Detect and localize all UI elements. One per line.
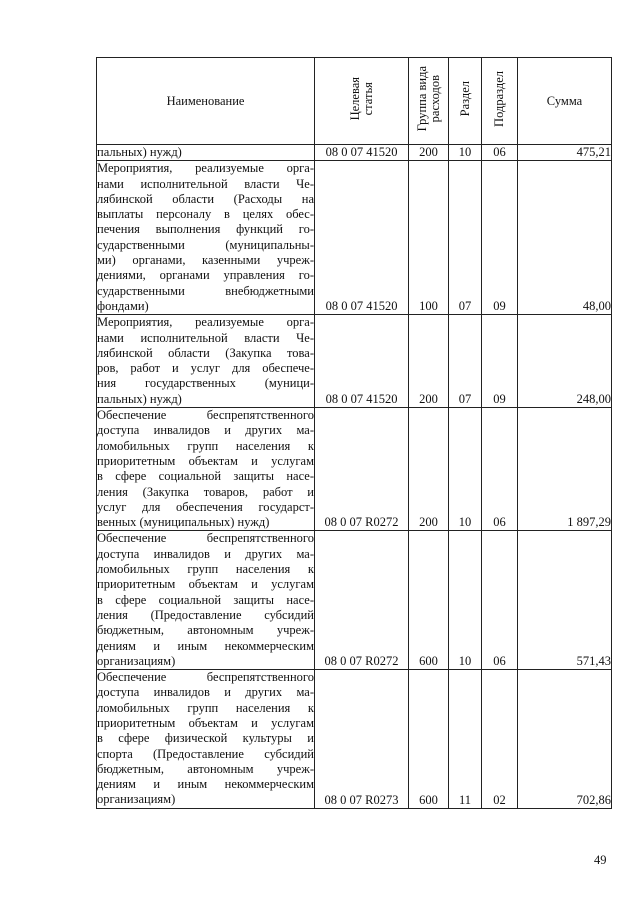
header-name: Наименование bbox=[97, 58, 315, 145]
budget-table bbox=[96, 57, 612, 809]
row-target-article: 08 0 07 R0273 bbox=[315, 670, 409, 809]
row-name-line: приоритетным объектам и услугам bbox=[97, 715, 314, 730]
row-name-line: доступа инвалидов и других ма- bbox=[97, 423, 314, 438]
row-name-line: бюджетным, автономным учреж- bbox=[97, 623, 314, 638]
row-subsection: 06 bbox=[482, 145, 518, 161]
row-sum: 702,86 bbox=[518, 670, 612, 809]
row-name-line: ления (Закупка товаров, работ и bbox=[97, 484, 314, 499]
row-name-line: дениям и иным некоммерческим bbox=[97, 638, 314, 653]
row-name-line: ломобильных групп населения к bbox=[97, 438, 314, 453]
row-section: 11 bbox=[449, 670, 482, 809]
row-name-line: нами исполнительной власти Че- bbox=[97, 330, 314, 345]
row-expense-group: 600 bbox=[409, 531, 449, 670]
row-name-line: Мероприятия, реализуемые орга- bbox=[97, 315, 314, 330]
header-subsection: Подраздел bbox=[482, 58, 518, 145]
row-name bbox=[97, 145, 315, 161]
row-name-line: венных (муниципальных) нужд) bbox=[97, 515, 270, 530]
row-name-line: ления (Предоставление субсидий bbox=[97, 607, 314, 622]
row-name-line: дениями, органами управления го- bbox=[97, 268, 314, 283]
row-name-line: в сфере физической культуры и bbox=[97, 731, 314, 746]
row-name-line: в сфере социальной защиты насе- bbox=[97, 469, 314, 484]
row-name-line: пальных) нужд) bbox=[97, 391, 182, 406]
row-name-line: фондами) bbox=[97, 298, 149, 313]
table-row bbox=[97, 531, 612, 670]
row-target-article: 08 0 07 R0272 bbox=[315, 531, 409, 670]
row-section: 10 bbox=[449, 531, 482, 670]
table-header-row bbox=[97, 58, 612, 145]
row-section: 10 bbox=[449, 145, 482, 161]
row-name-line: ломобильных групп населения к bbox=[97, 700, 314, 715]
row-name-line: дениям и иным некоммерческим bbox=[97, 777, 314, 792]
row-name-line: ния государственных (муници- bbox=[97, 376, 314, 391]
row-name-line: спорта (Предоставление субсидий bbox=[97, 746, 314, 761]
header-section: Раздел bbox=[449, 58, 482, 145]
row-name-line: ров, работ и услуг для обеспече- bbox=[97, 361, 314, 376]
row-subsection: 06 bbox=[482, 531, 518, 670]
table-row bbox=[97, 670, 612, 809]
row-sum: 571,43 bbox=[518, 531, 612, 670]
row-name-line: Обеспечение беспрепятственного bbox=[97, 670, 314, 685]
row-name-line: Обеспечение беспрепятственного bbox=[97, 408, 314, 423]
row-name bbox=[97, 161, 315, 315]
row-name-line: в сфере социальной защиты насе- bbox=[97, 592, 314, 607]
row-section: 07 bbox=[449, 161, 482, 315]
row-name-line: печения выполнения функций го- bbox=[97, 222, 314, 237]
table-row bbox=[97, 315, 612, 408]
row-name-line: доступа инвалидов и других ма- bbox=[97, 546, 314, 561]
row-expense-group: 200 bbox=[409, 408, 449, 531]
table-row bbox=[97, 161, 612, 315]
row-expense-group: 200 bbox=[409, 315, 449, 408]
row-sum: 248,00 bbox=[518, 315, 612, 408]
row-name-line: выплаты персоналу в целях обес- bbox=[97, 207, 314, 222]
row-subsection: 09 bbox=[482, 315, 518, 408]
row-subsection: 09 bbox=[482, 161, 518, 315]
row-target-article: 08 0 07 R0272 bbox=[315, 408, 409, 531]
row-expense-group: 600 bbox=[409, 670, 449, 809]
page-number: 49 bbox=[594, 853, 607, 867]
row-name bbox=[97, 670, 315, 809]
row-name-line: услуг для обеспечения государст- bbox=[97, 499, 314, 514]
row-name-line: ми) органами, казенными учреж- bbox=[97, 253, 314, 268]
row-section: 07 bbox=[449, 315, 482, 408]
row-name-line: приоритетным объектам и услугам bbox=[97, 453, 314, 468]
row-expense-group: 100 bbox=[409, 161, 449, 315]
row-target-article: 08 0 07 41520 bbox=[315, 145, 409, 161]
row-subsection: 02 bbox=[482, 670, 518, 809]
row-name-line: лябинской области (Расходы на bbox=[97, 191, 314, 206]
row-target-article: 08 0 07 41520 bbox=[315, 161, 409, 315]
row-subsection: 06 bbox=[482, 408, 518, 531]
row-name-line: сударственными (муниципальны- bbox=[97, 237, 314, 252]
table-row bbox=[97, 408, 612, 531]
row-name bbox=[97, 315, 315, 408]
row-sum: 48,00 bbox=[518, 161, 612, 315]
row-name-line: лябинской области (Закупка това- bbox=[97, 345, 314, 360]
row-name-line: нами исполнительной власти Че- bbox=[97, 176, 314, 191]
row-section: 10 bbox=[449, 408, 482, 531]
row-name bbox=[97, 408, 315, 531]
row-sum: 1 897,29 bbox=[518, 408, 612, 531]
row-name-line: организациям) bbox=[97, 653, 176, 668]
row-name-line: Мероприятия, реализуемые орга- bbox=[97, 161, 314, 176]
row-name-line: Обеспечение беспрепятственного bbox=[97, 531, 314, 546]
row-name-line: бюджетным, автономным учреж- bbox=[97, 761, 314, 776]
row-name-line: сударственными внебюджетными bbox=[97, 283, 314, 298]
row-sum: 475,21 bbox=[518, 145, 612, 161]
table-row bbox=[97, 145, 612, 161]
row-name-line: пальных) нужд) bbox=[97, 145, 182, 159]
row-target-article: 08 0 07 41520 bbox=[315, 315, 409, 408]
header-target-article: Целевая статья bbox=[315, 58, 409, 145]
row-name bbox=[97, 531, 315, 670]
row-name-line: доступа инвалидов и других ма- bbox=[97, 685, 314, 700]
row-name-line: приоритетным объектам и услугам bbox=[97, 577, 314, 592]
row-name-line: ломобильных групп населения к bbox=[97, 562, 314, 577]
header-expense-group: Группа вида расходов bbox=[409, 58, 449, 145]
row-name-line: организациям) bbox=[97, 792, 176, 807]
header-sum: Сумма bbox=[518, 58, 612, 145]
row-expense-group: 200 bbox=[409, 145, 449, 161]
